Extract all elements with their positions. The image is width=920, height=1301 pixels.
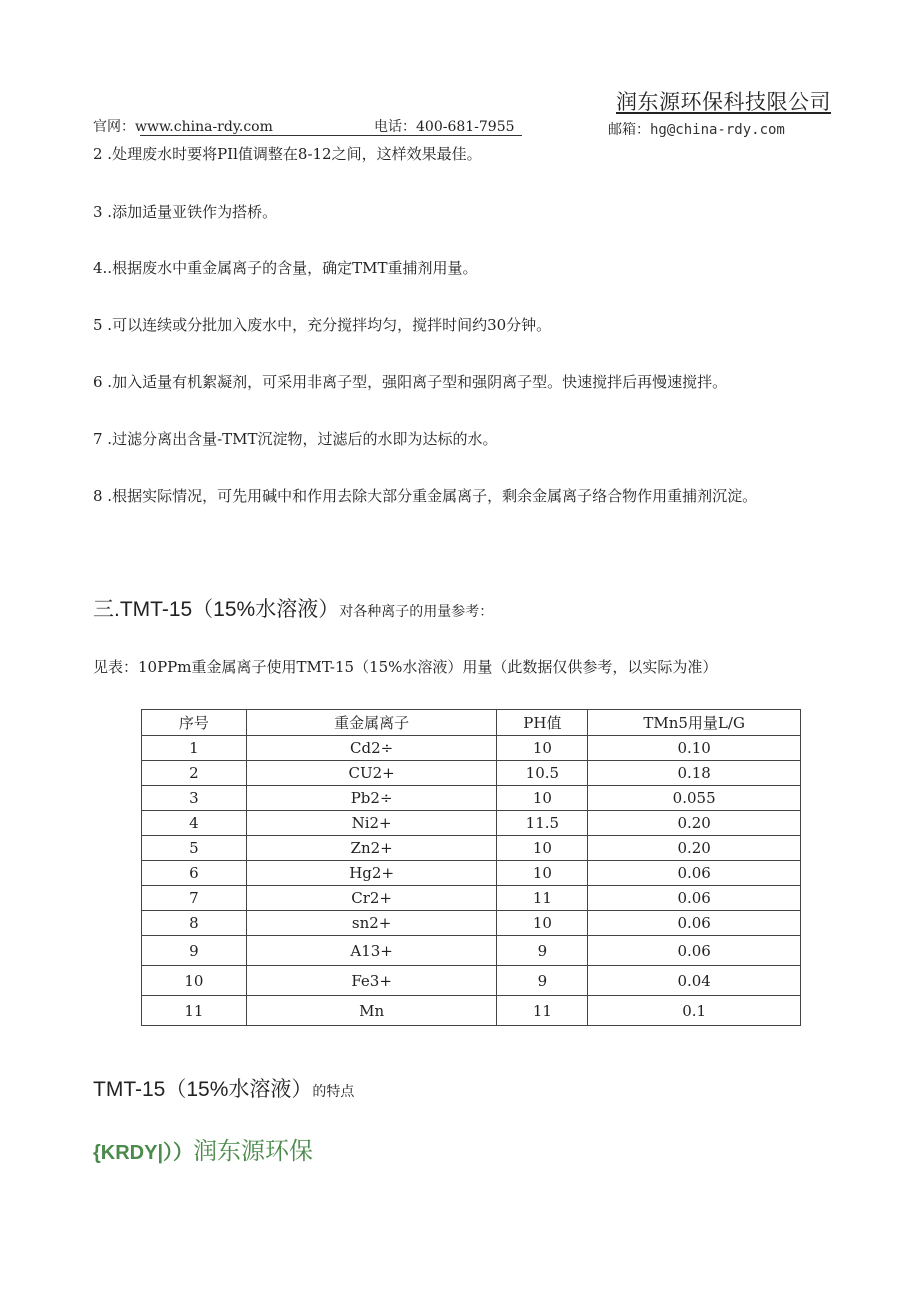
- cell-ph: 11: [497, 996, 588, 1026]
- cell-ion: Fe3+: [246, 966, 497, 996]
- cell-dosage: 0.04: [588, 966, 801, 996]
- table-row: [142, 836, 801, 861]
- table-header-row: [142, 710, 801, 736]
- header-ion: 重金属离子: [246, 710, 497, 736]
- cell-ion: CU2+: [246, 761, 497, 786]
- step-3: 3 .添加适量亚铁作为搭桥。: [93, 203, 278, 221]
- cell-index: 2: [142, 761, 247, 786]
- cell-ph: 9: [497, 936, 588, 966]
- cell-ion: Hg2+: [246, 861, 497, 886]
- cell-ph: 9: [497, 966, 588, 996]
- cell-ion: A13+: [246, 936, 497, 966]
- cell-index: 11: [142, 996, 247, 1026]
- section-title: [93, 593, 493, 623]
- cell-ph: 10: [497, 911, 588, 936]
- cell-ph: 10: [497, 786, 588, 811]
- cell-ph: 11.5: [497, 811, 588, 836]
- cell-index: 3: [142, 786, 247, 811]
- section-title-sub: 对各种离子的用量参考：: [339, 604, 494, 620]
- cell-ion: Pb2÷: [246, 786, 497, 811]
- table-row: [142, 996, 801, 1026]
- cell-ion: Zn2+: [246, 836, 497, 861]
- footer-logo-name: 润东源环保: [193, 1138, 314, 1165]
- cell-ph: 10: [497, 861, 588, 886]
- step-5: 5 .可以连续或分批加入废水中，充分搅拌均匀，搅拌时间约30分钟。: [93, 316, 552, 334]
- phone-label: 电话：: [374, 119, 416, 135]
- header-index: 序号: [142, 710, 247, 736]
- table-row: [142, 911, 801, 936]
- table-row: [142, 886, 801, 911]
- email-line: [608, 119, 785, 139]
- cell-index: 1: [142, 736, 247, 761]
- cell-dosage: 0.055: [588, 786, 801, 811]
- cell-ph: 11: [497, 886, 588, 911]
- cell-ion: Cd2÷: [246, 736, 497, 761]
- cell-ion: Ni2+: [246, 811, 497, 836]
- cell-ph: 10: [497, 836, 588, 861]
- website-link[interactable]: www.china-rdy.com: [135, 119, 273, 135]
- cell-ion: Mn: [246, 996, 497, 1026]
- cell-index: 5: [142, 836, 247, 861]
- features-heading: [93, 1073, 354, 1103]
- cell-dosage: 0.06: [588, 911, 801, 936]
- cell-dosage: 0.10: [588, 736, 801, 761]
- cell-ph: 10: [497, 736, 588, 761]
- step-2: 2 .处理废水时要将PIl值调整在8-12之间，这样效果最佳。: [93, 145, 482, 163]
- cell-dosage: 0.06: [588, 886, 801, 911]
- cell-ion: sn2+: [246, 911, 497, 936]
- email-label: 邮箱：: [608, 122, 650, 138]
- company-name: 润东源环保科技限公司: [616, 90, 831, 114]
- website-line: [93, 116, 273, 136]
- phone-number: 400-681-7955: [416, 119, 515, 135]
- table-row: [142, 861, 801, 886]
- cell-ion: Cr2+: [246, 886, 497, 911]
- table-row: [142, 761, 801, 786]
- cell-dosage: 0.1: [588, 996, 801, 1026]
- table-row: [142, 811, 801, 836]
- header-ph: PH值: [497, 710, 588, 736]
- cell-dosage: 0.20: [588, 811, 801, 836]
- cell-dosage: 0.18: [588, 761, 801, 786]
- cell-dosage: 0.06: [588, 936, 801, 966]
- website-label: 官网：: [93, 119, 135, 135]
- cell-dosage: 0.20: [588, 836, 801, 861]
- cell-index: 7: [142, 886, 247, 911]
- section-title-main: 三.TMT-15（15%水溶液）: [93, 598, 340, 621]
- header-dosage: TMn5用量L/G: [588, 710, 801, 736]
- cell-dosage: 0.06: [588, 861, 801, 886]
- features-title-main: TMT-15（15%水溶液）: [93, 1078, 313, 1101]
- cell-index: 9: [142, 936, 247, 966]
- table-row: [142, 936, 801, 966]
- features-title-sub: 的特点: [312, 1084, 355, 1100]
- cell-index: 10: [142, 966, 247, 996]
- step-7: 7 .过滤分离出含量-TMT沉淀物，过滤后的水即为达标的水。: [93, 430, 498, 448]
- dosage-table: [141, 709, 801, 1026]
- table-row: [142, 736, 801, 761]
- cell-index: 4: [142, 811, 247, 836]
- table-row: [142, 966, 801, 996]
- footer-logo-brand: {KRDY|））: [93, 1142, 194, 1164]
- step-4: 4..根据废水中重金属离子的含量，确定TMT重捕剂用量。: [93, 259, 478, 277]
- cell-index: 8: [142, 911, 247, 936]
- cell-index: 6: [142, 861, 247, 886]
- email-address[interactable]: hg@china-rdy.com: [650, 122, 785, 138]
- step-6: 6 .加入适量有机絮凝剂，可采用非离子型，强阳离子型和强阴离子型。快速搅拌后再慢速搅拌。: [93, 373, 728, 391]
- cell-ph: 10.5: [497, 761, 588, 786]
- table-caption: 见表：10PPm重金属离子使用TMT-15（15%水溶液）用量（此数据仅供参考，以实际为准）: [93, 658, 718, 676]
- footer-logo: [93, 1131, 313, 1166]
- header-underline: [140, 135, 522, 136]
- phone-line: [374, 116, 515, 136]
- table-row: [142, 786, 801, 811]
- step-8: 8 .根据实际情况，可先用碱中和作用去除大部分重金属离子，剩余金属离子络合物作用重捕剂沉淀。: [93, 487, 758, 505]
